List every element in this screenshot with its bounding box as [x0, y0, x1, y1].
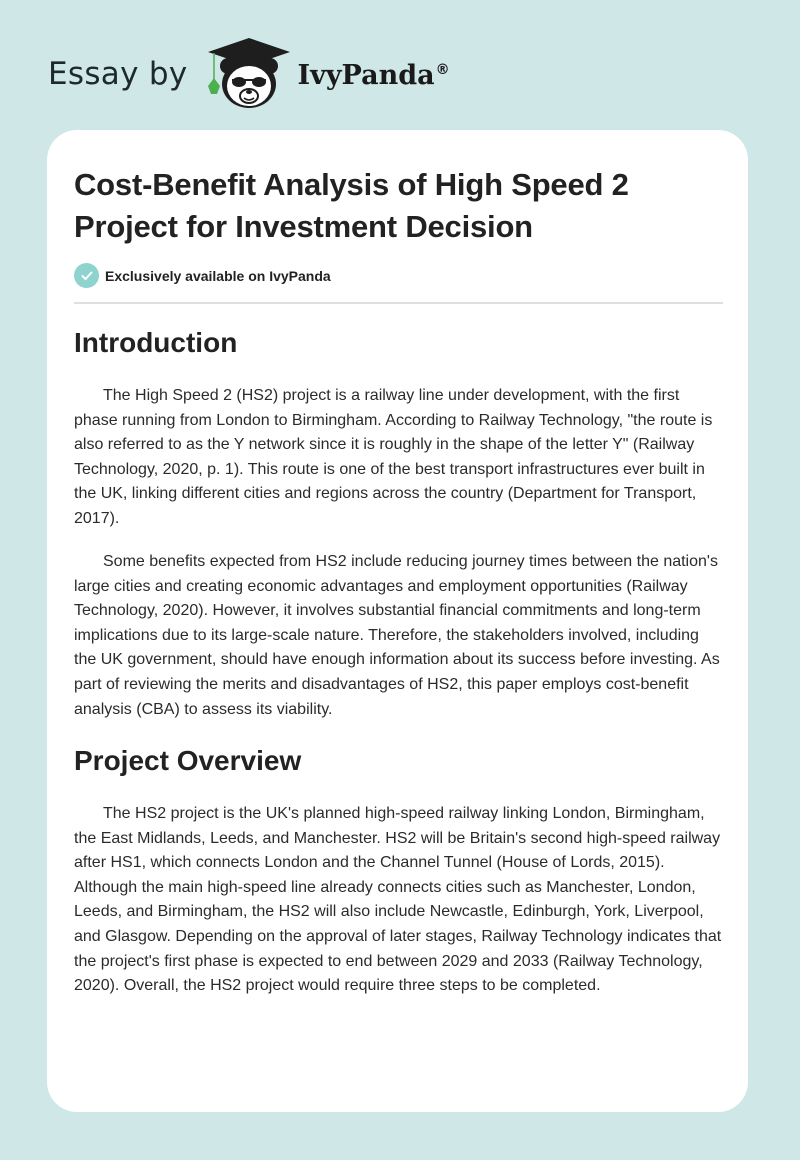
- article-card: [47, 130, 748, 1112]
- intro-paragraph-2: Some benefits expected from HS2 include reducing journey times between the nation's large cities and creating economic advantages and employment opportunities (Railway Technology, 2020). However, it involves substantial financial commitments and long-term implications due to its large-scale nature. Therefore, the stakeholders involved, including the UK government, should have enough information about its success before investing. As part of reviewing the merits and disadvantages of HS2, this paper employs cost-benefit analysis (CBA) to assess its viability.: [74, 553, 720, 718]
- section-heading-project-overview: Project Overview: [74, 745, 302, 776]
- check-circle-icon: [74, 263, 99, 288]
- exclusive-badge: [74, 263, 331, 288]
- section-heading-introduction: Introduction: [74, 327, 238, 358]
- overview-paragraph-1: The HS2 project is the UK's planned high-speed railway linking London, Birmingham, the East Midlands, Leeds, and Manchester. HS2 will be Britain's second high-speed railway after HS1, which connects London and the Channel Tunnel (House of Lords, 2015). Although the main high-speed line already connects cities such as Manchester, London, Leeds, and Birmingham, the HS2 will also include Newcastle, Edinburgh, York, Liverpool, and Glasgow. Depending on the approval of later stages, Railway Technology indicates that the project's first phase is expected to end between 2029 and 2033 (Railway Technology, 2020). Overall, the HS2 project would require three steps to be completed.: [74, 805, 722, 995]
- site-header: [48, 36, 450, 110]
- registered-mark: ®: [435, 61, 450, 78]
- article-title: Cost-Benefit Analysis of High Speed 2 Project for Investment Decision: [74, 167, 629, 244]
- intro-paragraph-1: The High Speed 2 (HS2) project is a railway line under development, with the first phase running from London to Birmingham. According to Railway Technology, "the route is also referred to as the Y network since it is roughly in the shape of the letter Y" (Railway Technology, 2020, p. 1). This route is one of the best transport infrastructures ever built in the UK, linking different cities and regions across the country (Department for Transport, 2017).: [74, 387, 713, 527]
- exclusive-label: Exclusively available on IvyPanda: [105, 267, 331, 284]
- panda-graduate-logo-icon[interactable]: [206, 36, 292, 110]
- divider: [74, 302, 723, 304]
- essay-by-label: Essay by: [48, 56, 188, 92]
- brand-name-text: IvyPanda: [297, 59, 435, 91]
- brand-name[interactable]: [298, 60, 450, 91]
